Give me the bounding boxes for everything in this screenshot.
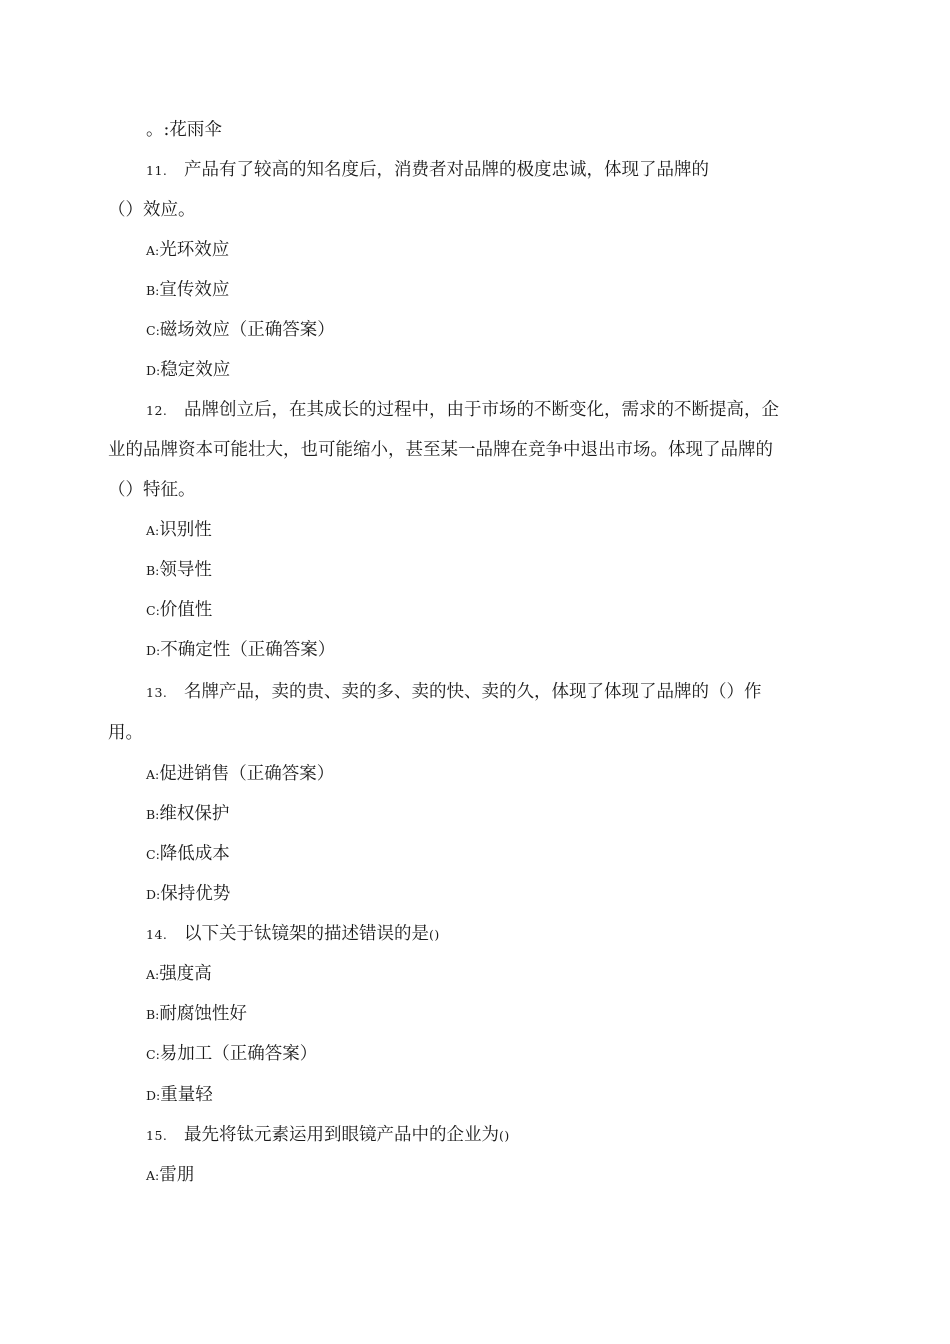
intro-line: 。:花雨伞 [146, 120, 222, 140]
option-b: B:领导性 [146, 560, 212, 580]
option-a: A:光环效应 [146, 240, 230, 260]
option-c: C:磁场效应（正确答案） [146, 320, 335, 340]
question-12-line2: 业的品牌资本可能壮大，也可能缩小，甚至某一品牌在竞争中退出市场。体现了品牌的 [108, 440, 773, 460]
answer-paren: () [499, 1128, 510, 1143]
question-number: 13. [146, 685, 168, 700]
option-d: D:稳定效应 [146, 360, 231, 380]
option-a: A:雷朋 [146, 1165, 195, 1185]
question-text: 以下关于钛镜架的描述错误的是 [184, 924, 429, 944]
question-11-line1 [146, 162, 709, 180]
question-text: 产品有了较高的知名度后，消费者对品牌的极度忠诚，体现了品牌的 [184, 160, 709, 180]
question-14-line1 [146, 926, 440, 944]
question-text: 名牌产品，卖的贵、卖的多、卖的快、卖的久，体现了体现了品牌的（）作 [184, 682, 762, 702]
question-11-line2: （）效应。 [108, 200, 196, 220]
option-c: C:价值性 [146, 600, 213, 620]
question-15-line1 [146, 1127, 510, 1145]
option-a: A:识别性 [146, 520, 212, 540]
question-number: 12. [146, 403, 168, 418]
question-text: 最先将钛元素运用到眼镜产品中的企业为 [184, 1125, 499, 1145]
option-d: D:保持优势 [146, 884, 231, 904]
question-number: 14. [146, 927, 168, 942]
option-d: D:不确定性（正确答案） [146, 640, 336, 660]
option-a: A:强度高 [146, 964, 212, 984]
option-a: A:促进销售（正确答案） [146, 764, 335, 784]
question-13-line1 [146, 684, 762, 702]
question-13-line2: 用。 [108, 723, 143, 743]
option-b: B:耐腐蚀性好 [146, 1004, 247, 1024]
question-text: 品牌创立后，在其成长的过程中，由于市场的不断变化，需求的不断提高，企 [184, 400, 779, 420]
option-c: C:降低成本 [146, 844, 230, 864]
question-number: 15. [146, 1128, 168, 1143]
question-12-line3: （）特征。 [108, 480, 196, 500]
option-b: B:宣传效应 [146, 280, 230, 300]
question-12-line1 [146, 402, 779, 420]
option-d: D:重量轻 [146, 1085, 213, 1105]
answer-paren: () [429, 927, 440, 942]
option-b: B:维权保护 [146, 804, 230, 824]
option-c: C:易加工（正确答案） [146, 1044, 318, 1064]
question-number: 11. [146, 163, 168, 178]
